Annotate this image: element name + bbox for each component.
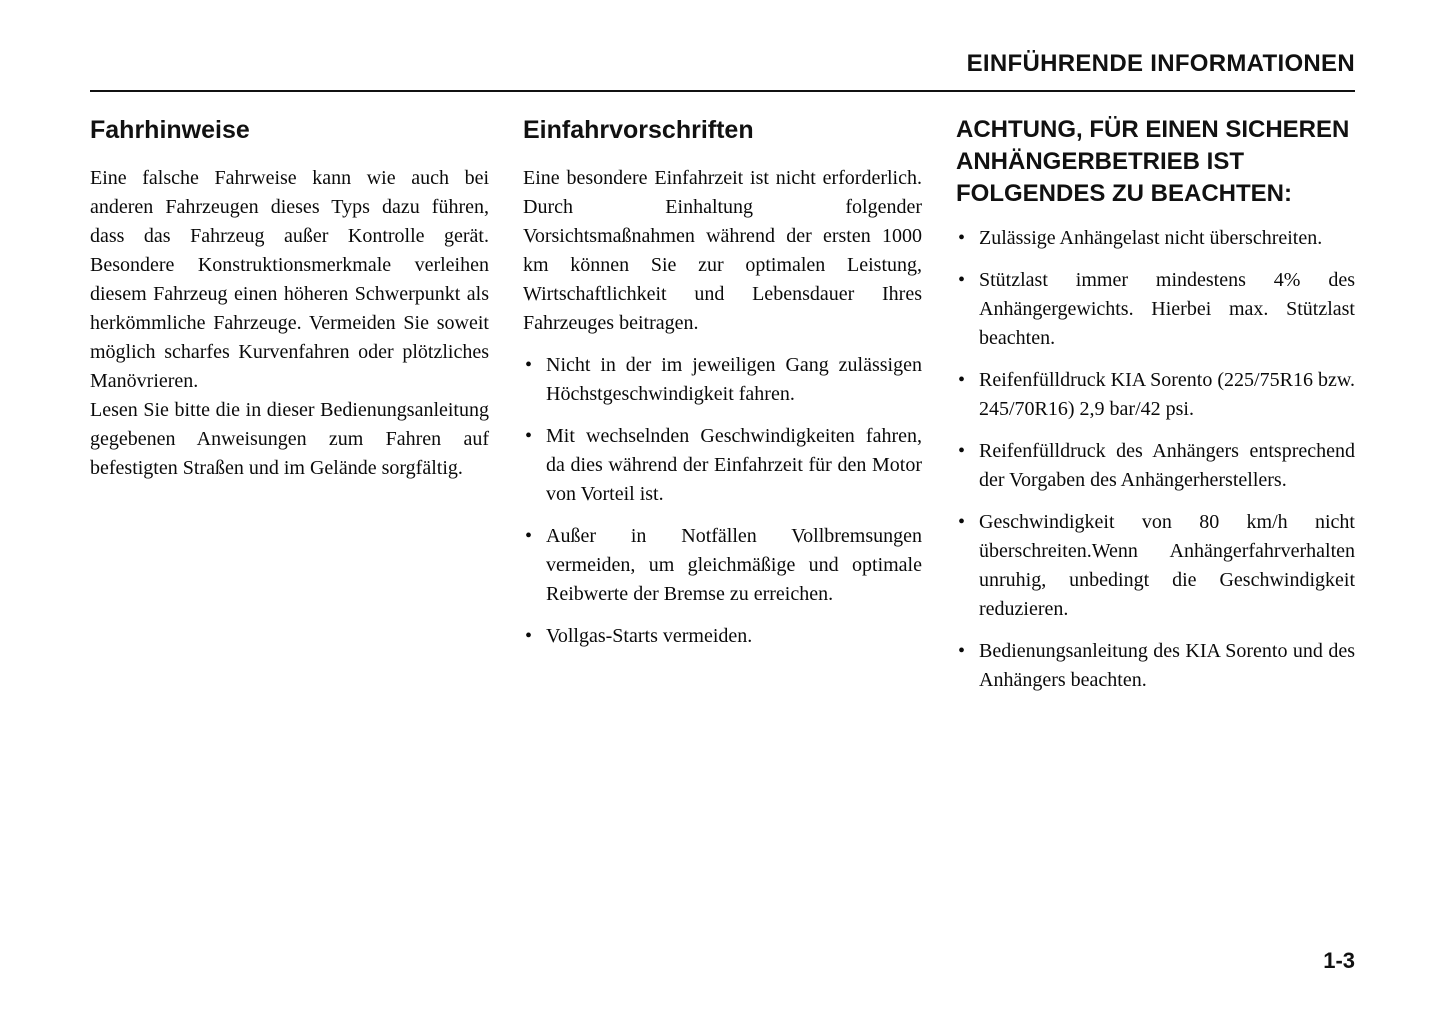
- column-anhaengerbetrieb: [956, 114, 1355, 695]
- bullet-item: • Geschwindigkeit von 80 km/h nicht überschreiten.Wenn Anhängerfahrverhalten unruhig, unbedingt die Geschwindigkeit reduzieren.: [956, 508, 1355, 624]
- page-header: [90, 0, 1355, 78]
- paragraph: Eine besondere Einfahrzeit ist nicht erforderlich. Durch Einhaltung folgender Vorsichtsmaßnahmen während der ersten 1000 km können Sie zur optimalen Leistung, Wirtschaftlichkeit und Lebensdauer Ihres Fahrzeuges beitragen.: [523, 167, 922, 334]
- chapter-title: EINFÜHRENDE INFORMATIONEN: [966, 50, 1355, 77]
- section-heading-achtung: ACHTUNG, FÜR EINEN SICHEREN ANHÄNGERBETRIEB IST FOLGENDES ZU BEACHTEN:: [956, 116, 1350, 207]
- column-einfahrvorschriften: [523, 114, 922, 695]
- bullet-item: • Zulässige Anhängelast nicht überschreiten.: [956, 224, 1355, 253]
- content-columns: [90, 114, 1355, 695]
- bullet-list: [523, 351, 922, 651]
- bullet-item: • Vollgas-Starts vermeiden.: [523, 622, 922, 651]
- paragraph: Eine falsche Fahrweise kann wie auch bei anderen Fahrzeugen dieses Typs dazu führen, dass das Fahrzeug außer Kontrolle gerät. Besondere Konstruktionsmerkmale verleihen diesem Fahrzeug einen höheren Schwerpunkt als herkömmliche Fahrzeuge. Vermeiden Sie soweit möglich scharfes Kurvenfahren oder plötzliches Manövrieren.: [90, 167, 489, 392]
- bullet-item: • Außer in Notfällen Vollbremsungen vermeiden, um gleichmäßige und optimale Reibwerte der Bremse zu erreichen.: [523, 522, 922, 609]
- header-rule: [90, 90, 1355, 92]
- paragraph: Lesen Sie bitte die in dieser Bedienungsanleitung gegebenen Anweisungen zum Fahren auf befestigten Straßen und im Gelände sorgfältig.: [90, 399, 489, 479]
- bullet-item: • Stützlast immer mindestens 4% des Anhängergewichts. Hierbei max. Stützlast beachten.: [956, 266, 1355, 353]
- bullet-item: • Nicht in der im jeweiligen Gang zulässigen Höchstgeschwindigkeit fahren.: [523, 351, 922, 409]
- bullet-item: • Mit wechselnden Geschwindigkeiten fahren, da dies während der Einfahrzeit für den Motor von Vorteil ist.: [523, 422, 922, 509]
- section-heading-fahrhinweise: Fahrhinweise: [90, 116, 250, 144]
- bullet-item: • Reifenfülldruck KIA Sorento (225/75R16 bzw. 245/70R16) 2,9 bar/42 psi.: [956, 366, 1355, 424]
- section-heading-einfahrvorschriften: Einfahrvorschriften: [523, 116, 754, 144]
- bullet-list: [956, 224, 1355, 695]
- page-number: 1-3: [1323, 948, 1355, 973]
- bullet-item: • Reifenfülldruck des Anhängers entsprechend der Vorgaben des Anhängerherstellers.: [956, 437, 1355, 495]
- bullet-item: • Bedienungsanleitung des KIA Sorento und des Anhängers beachten.: [956, 637, 1355, 695]
- column-fahrhinweise: [90, 114, 489, 695]
